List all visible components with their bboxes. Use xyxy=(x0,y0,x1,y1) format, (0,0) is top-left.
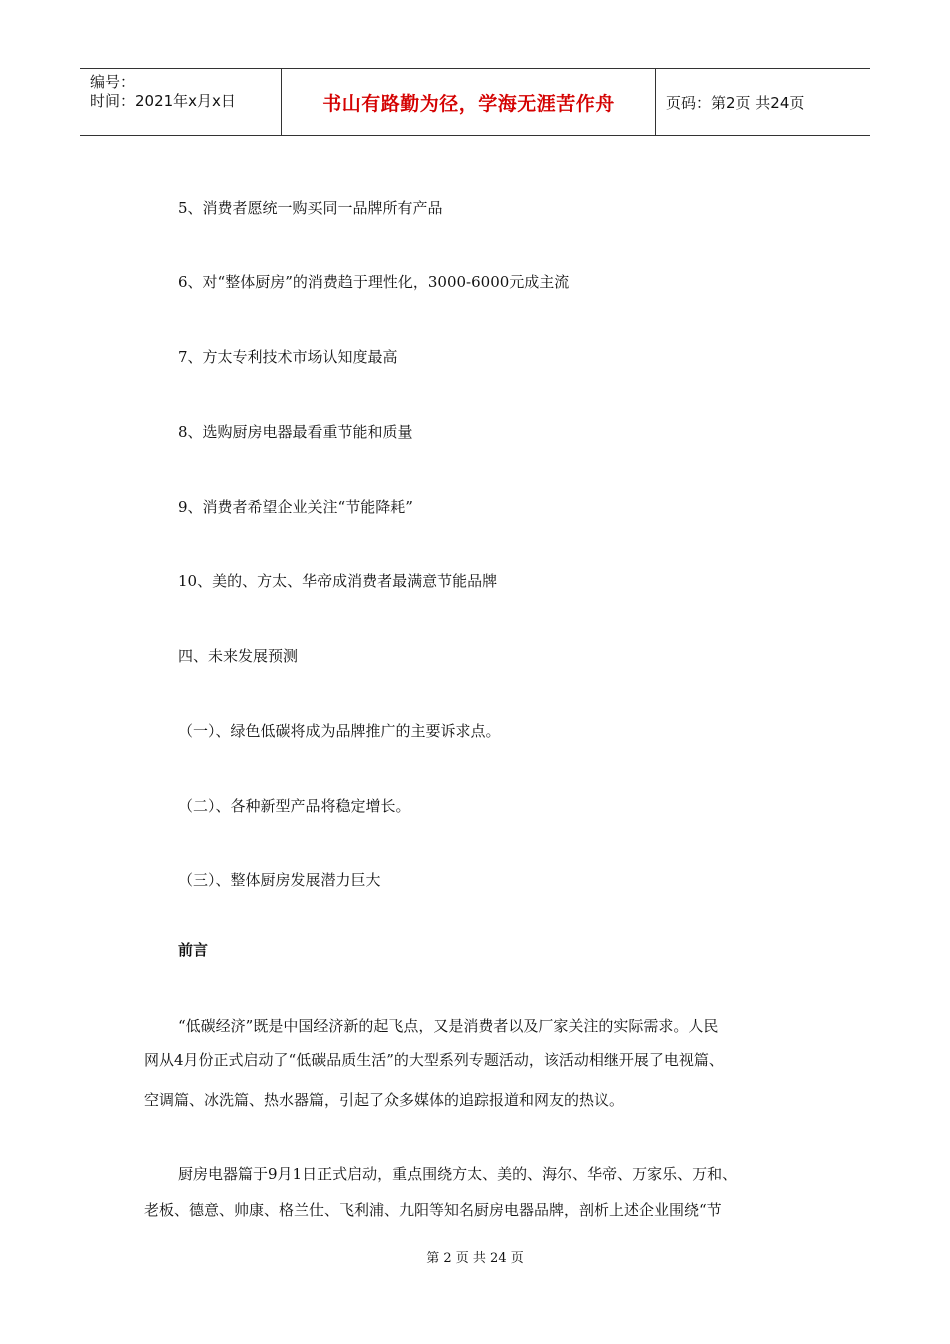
list-item: 6、对“整体厨房”的消费趋于理性化，3000-6000元成主流 xyxy=(178,273,570,291)
list-item: 8、选购厨房电器最看重节能和质量 xyxy=(178,423,413,441)
list-item: 7、方太专利技术市场认知度最高 xyxy=(178,348,398,366)
paragraph-line: 网从4月份正式启动了“低碳品质生活”的大型系列专题活动，该活动相继开展了电视篇、 xyxy=(144,1051,724,1069)
header-info-cell xyxy=(80,69,282,135)
number-label: 编号： xyxy=(90,73,136,91)
page-footer: 第 2 页 共 24 页 xyxy=(426,1251,524,1266)
paragraph-line: 空调篇、冰洗篇、热水器篇，引起了众多媒体的追踪报道和网友的热议。 xyxy=(144,1091,625,1109)
header-page-cell xyxy=(656,69,870,135)
paragraph-line: “低碳经济”既是中国经济新的起飞点，又是消费者以及厂家关注的实际需求。人民 xyxy=(178,1017,719,1035)
sub-item: （三）、整体厨房发展潜力巨大 xyxy=(178,871,381,889)
motto-text: 书山有路勤为径，学海无涯苦作舟 xyxy=(322,92,615,115)
list-item: 5、消费者愿统一购买同一品牌所有产品 xyxy=(178,199,443,217)
paragraph-line: 老板、德意、帅康、格兰仕、飞利浦、九阳等知名厨房电器品牌，剖析上述企业围绕“节 xyxy=(144,1201,722,1219)
section-heading: 四、未来发展预测 xyxy=(178,647,299,665)
sub-item: （一）、绿色低碳将成为品牌推广的主要诉求点。 xyxy=(178,722,501,740)
list-item: 10、美的、方太、华帝成消费者最满意节能品牌 xyxy=(178,572,498,590)
page-header xyxy=(80,68,870,136)
paragraph-line: 厨房电器篇于9月1日正式启动，重点围绕方太、美的、海尔、华帝、万家乐、万和、 xyxy=(178,1165,738,1183)
header-motto-cell xyxy=(282,69,656,135)
date-line: 时间：2021年x月x日 xyxy=(90,92,236,110)
page-code: 页码：第2页 共24页 xyxy=(666,93,805,112)
preface-title: 前言 xyxy=(178,941,209,959)
sub-item: （二）、各种新型产品将稳定增长。 xyxy=(178,797,411,815)
list-item: 9、消费者希望企业关注“节能降耗” xyxy=(178,498,413,516)
